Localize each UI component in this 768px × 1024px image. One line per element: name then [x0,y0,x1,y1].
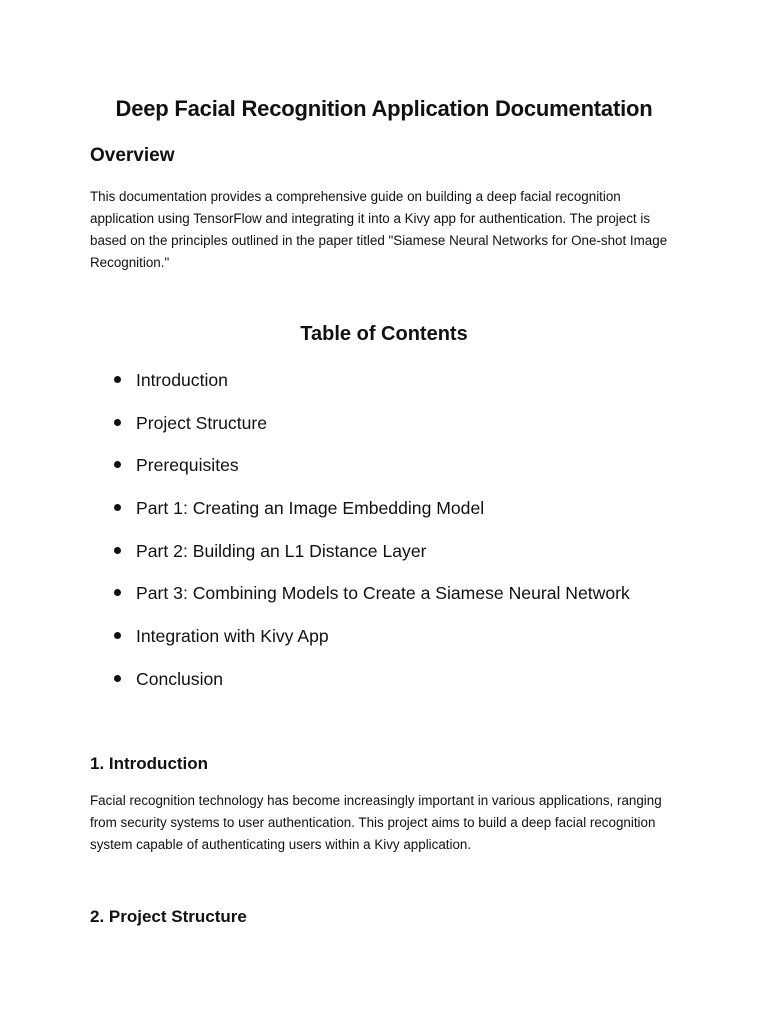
toc-item-label[interactable]: Part 1: Creating an Image Embedding Model [136,498,485,519]
bullet-icon [114,632,121,639]
toc-item-label[interactable]: Prerequisites [136,455,239,476]
bullet-icon [114,461,121,468]
bullet-icon [114,504,121,511]
toc-item-label[interactable]: Part 3: Combining Models to Create a Siamese Neural Network [136,583,630,604]
bullet-icon [114,589,121,596]
toc-item-label[interactable]: Conclusion [136,668,224,689]
toc-item-label[interactable]: Introduction [136,370,228,390]
bullet-icon [114,376,121,383]
bullet-icon [114,419,121,426]
overview-heading: Overview [90,145,175,166]
document-title: Deep Facial Recognition Application Documentation [115,96,653,121]
toc-heading: Table of Contents [300,323,468,345]
project-structure-heading: 2. Project Structure [90,907,247,926]
toc-item-label[interactable]: Project Structure [136,412,268,433]
toc-item-label[interactable]: Integration with Kivy App [136,626,329,647]
bullet-icon [114,675,121,682]
bullet-icon [114,547,121,554]
introduction-heading: 1. Introduction [90,754,209,773]
overview-paragraph: This documentation provides a comprehensive guide on building a deep facial recognition application using TensorFlow and integrating it into a Kivy app for authentication. The project is based on the principles outlined in the paper titled "Siamese Neural Networks for One-shot Image Recognition." [90,189,668,270]
introduction-paragraph: Facial recognition technology has become increasingly important in various applications, ranging from security systems to user authentication. This project aims to build a deep facial recognition system capable of authenticating users within a Kivy application. [90,793,662,852]
toc-item-label[interactable]: Part 2: Building an L1 Distance Layer [136,540,427,561]
